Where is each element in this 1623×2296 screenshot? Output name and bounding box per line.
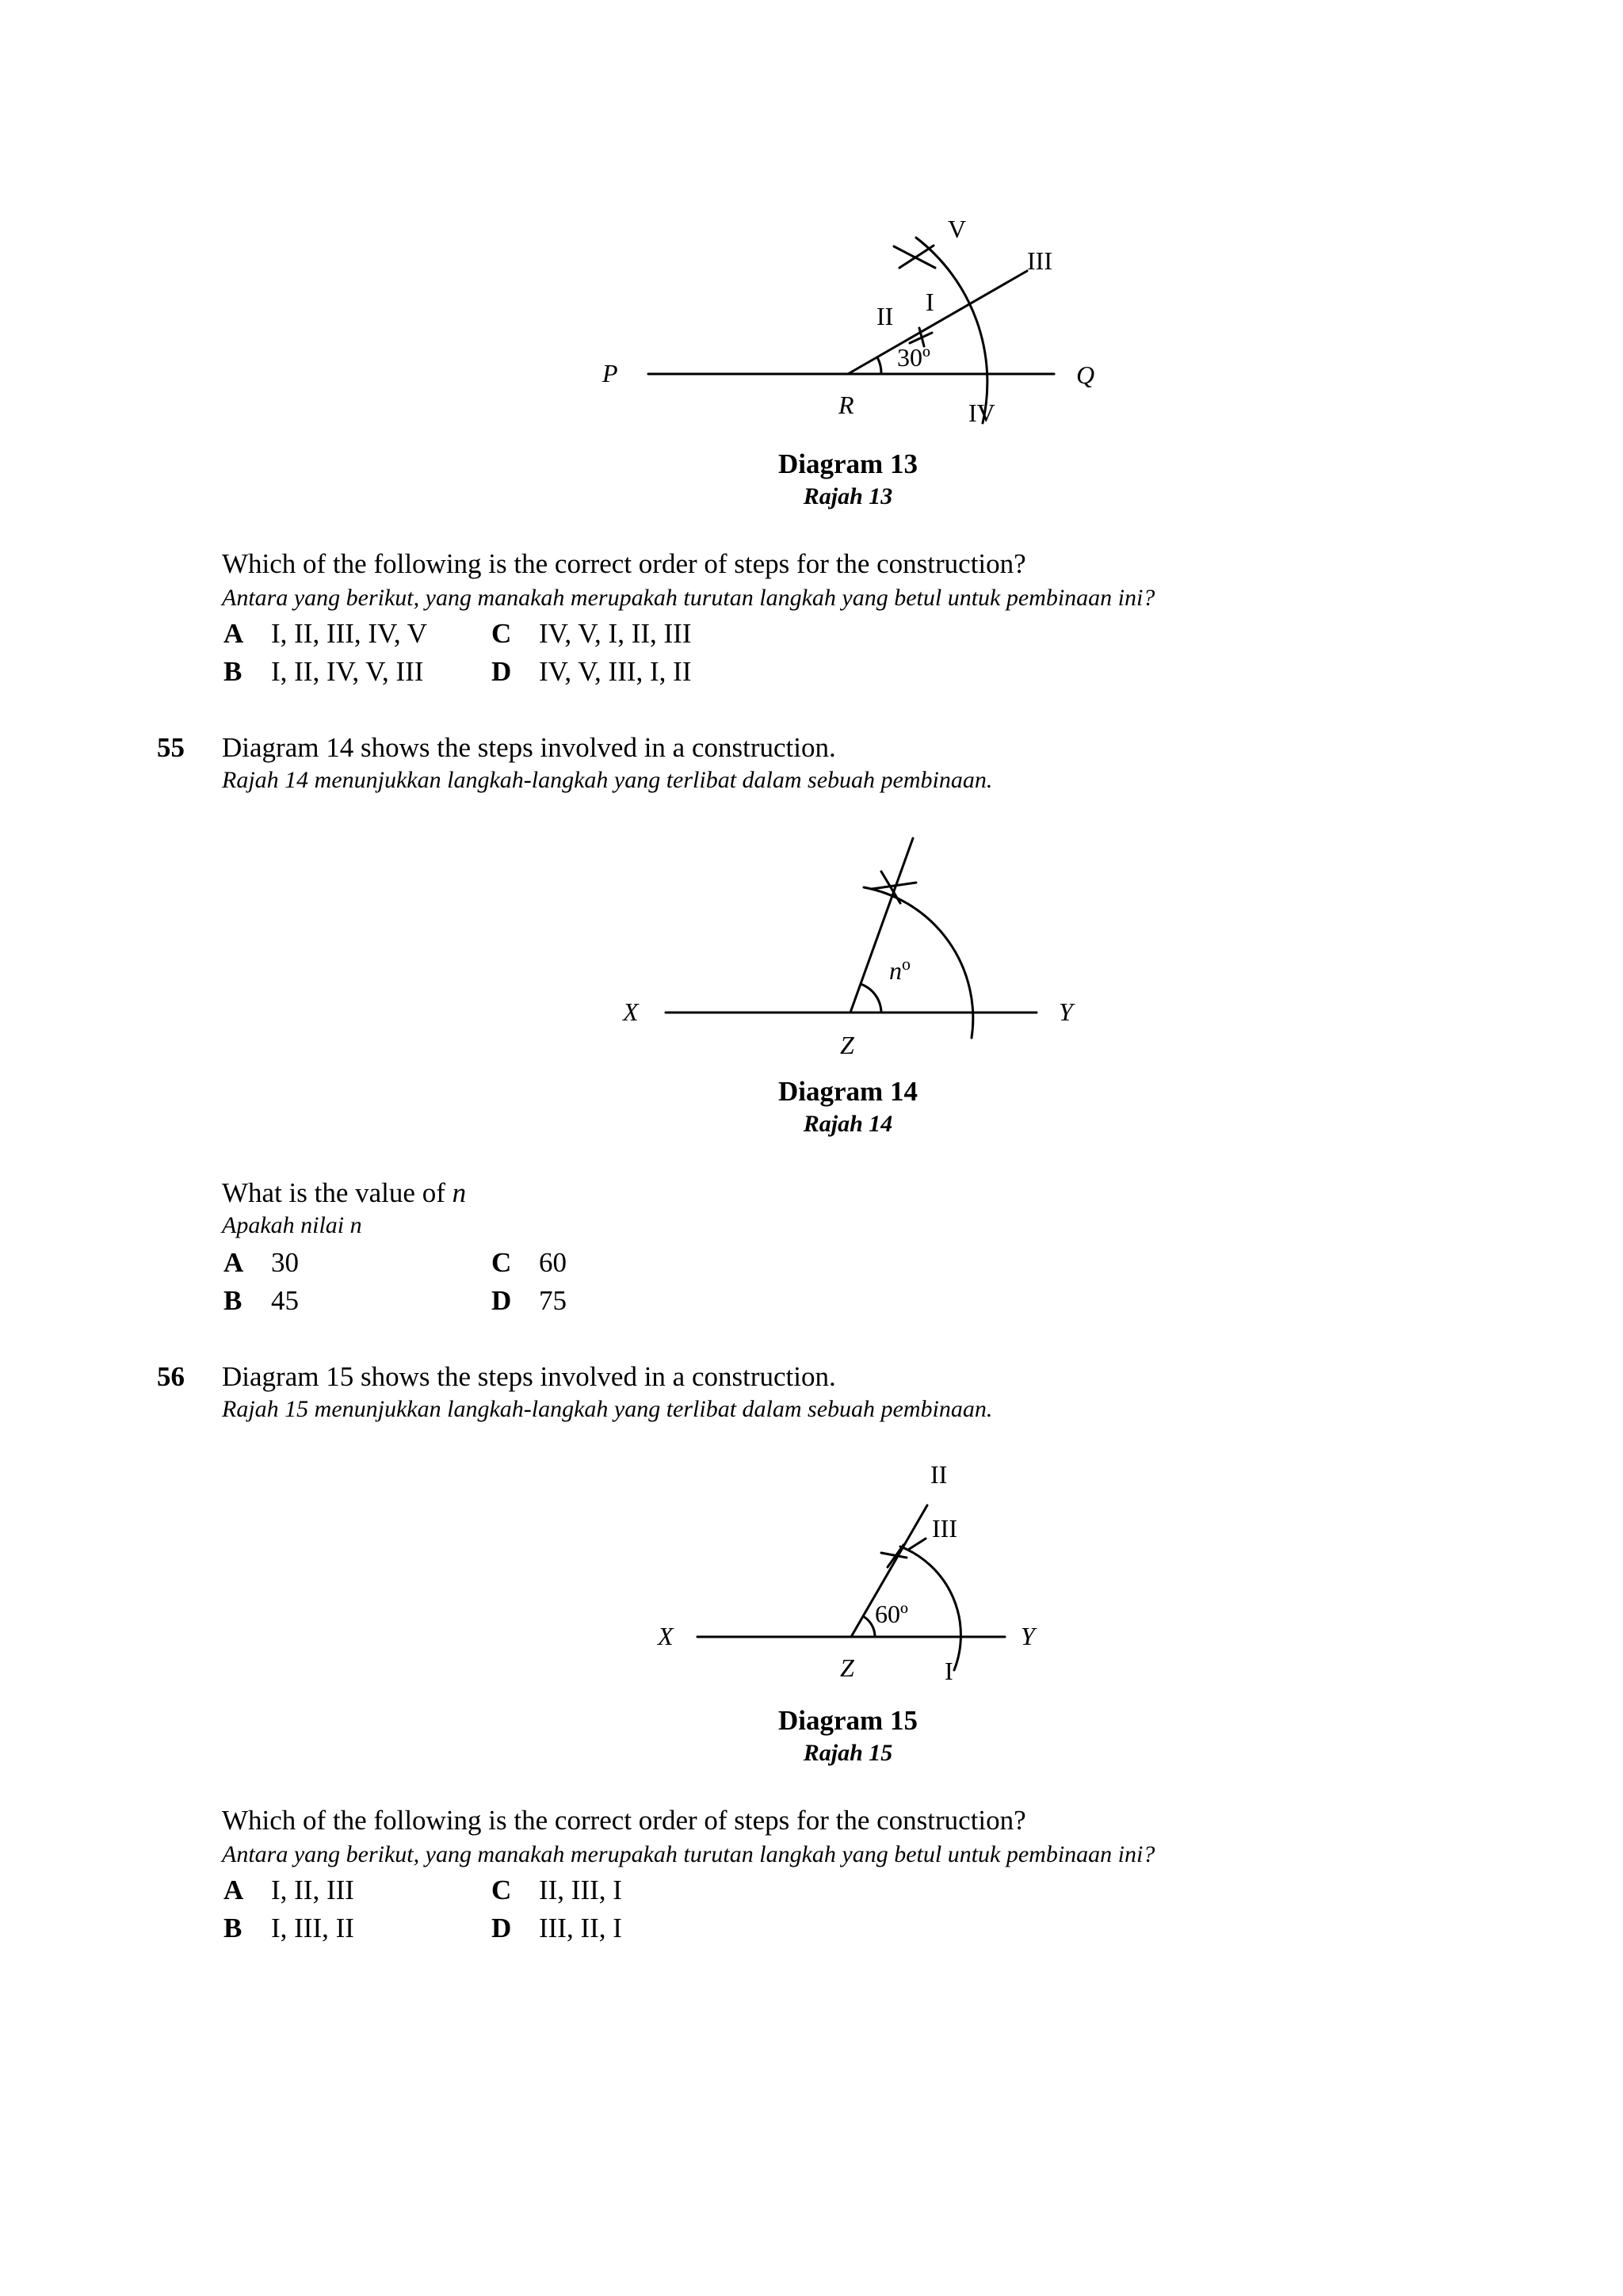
q55-question-var: n	[452, 1177, 467, 1208]
option-letter: C	[491, 1875, 512, 1905]
angle-arc-30	[877, 357, 881, 374]
q55-option-a[interactable]	[223, 1249, 299, 1276]
option-text: I, II, III, IV, V	[271, 618, 427, 649]
q56-question-ms: Antara yang berikut, yang manakah merupakah turutan langkah yang betul untuk pembinaan ini?	[222, 1841, 1155, 1867]
option-text: III, II, I	[539, 1913, 622, 1943]
q55-stem-ms: Rajah 14 menunjukkan langkah-langkah yang terlibat dalam sebuah pembinaan.	[222, 767, 993, 793]
option-letter: B	[223, 1913, 242, 1943]
ray-z	[850, 838, 913, 1013]
q55-question-ms: Apakah nilai n	[222, 1212, 362, 1238]
diagram-15	[0, 1426, 1623, 1695]
option-text: I, II, IV, V, III	[271, 656, 424, 687]
q54-option-d[interactable]	[491, 658, 691, 685]
q55-option-b[interactable]	[223, 1287, 299, 1314]
label-x: X	[658, 1622, 674, 1650]
option-text: I, III, II	[271, 1913, 354, 1943]
label-r: R	[838, 391, 854, 419]
diagram-14	[0, 792, 1623, 1109]
option-text: IV, V, III, I, II	[539, 656, 692, 687]
option-letter: D	[491, 1913, 512, 1943]
q54-option-a[interactable]	[223, 620, 427, 647]
q55-question	[222, 1179, 466, 1207]
angle-var: n	[889, 956, 902, 985]
q56-question: Which of the following is the correct order of steps for the construction?	[222, 1805, 1026, 1836]
diagram-13-caption-ms: Rajah 13	[803, 483, 893, 509]
option-text: 75	[539, 1285, 567, 1316]
label-ii: II	[876, 302, 894, 330]
q54-question: Which of the following is the correct order of steps for the construction?	[222, 548, 1026, 579]
q56-stem: Diagram 15 shows the steps involved in a construction.	[222, 1361, 836, 1392]
angle-arc-60	[863, 1616, 875, 1637]
q55-stem: Diagram 14 shows the steps involved in a construction.	[222, 732, 836, 763]
arc-iv-v	[916, 238, 987, 423]
diagram-13-caption: Diagram 13	[778, 448, 918, 479]
option-letter: A	[223, 1875, 244, 1905]
option-text: I, II, III	[271, 1875, 354, 1905]
option-letter: A	[223, 618, 244, 649]
q56-number: 56	[157, 1361, 185, 1392]
q55-option-d[interactable]	[491, 1287, 567, 1314]
label-v: V	[948, 215, 967, 243]
ray-r-iii	[848, 271, 1027, 374]
label-q: Q	[1076, 360, 1095, 389]
q54-question-ms: Antara yang berikut, yang manakah merupakah turutan langkah yang betul untuk pembinaan ini?	[222, 585, 1155, 611]
label-x: X	[623, 997, 639, 1026]
q55-option-c[interactable]	[491, 1249, 567, 1276]
degree-sign: o	[902, 954, 911, 974]
option-letter: B	[223, 1285, 242, 1316]
diagram-13	[0, 0, 1623, 475]
angle-arc-n	[861, 984, 881, 1013]
q56-stem-ms: Rajah 15 menunjukkan langkah-langkah yang terlibat dalam sebuah pembinaan.	[222, 1396, 993, 1422]
arc-main	[864, 887, 973, 1038]
option-text: II, III, I	[539, 1875, 622, 1905]
angle-label-60: 60º	[875, 1600, 908, 1628]
diagram-14-caption: Diagram 14	[778, 1076, 918, 1107]
angle-label-30: 30º	[897, 343, 930, 372]
label-iii: III	[1027, 246, 1052, 275]
label-z: Z	[840, 1031, 854, 1059]
pointer-iii	[908, 1539, 926, 1550]
label-z: Z	[840, 1653, 854, 1682]
option-text: 30	[271, 1247, 299, 1278]
q56-option-b[interactable]	[223, 1914, 354, 1942]
label-i: I	[945, 1657, 953, 1685]
q55-number: 55	[157, 732, 185, 763]
q54-option-b[interactable]	[223, 658, 423, 685]
label-iii: III	[932, 1514, 957, 1543]
label-i: I	[926, 288, 934, 316]
q54-option-c[interactable]	[491, 620, 691, 647]
q56-option-a[interactable]	[223, 1876, 354, 1904]
arc-i	[900, 1547, 960, 1670]
angle-label-n	[889, 954, 911, 985]
diagram-15-caption-ms: Rajah 15	[803, 1740, 893, 1766]
option-letter: D	[491, 656, 512, 687]
label-y: Y	[1059, 997, 1073, 1026]
label-y: Y	[1021, 1622, 1035, 1650]
label-ii: II	[930, 1460, 948, 1489]
option-letter: B	[223, 656, 242, 687]
q56-option-c[interactable]	[491, 1876, 622, 1904]
option-letter: C	[491, 1247, 512, 1278]
q55-question-text: What is the value of	[222, 1177, 445, 1208]
diagram-15-caption: Diagram 15	[778, 1705, 918, 1736]
label-iv: IV	[968, 399, 995, 427]
diagram-14-caption-ms: Rajah 14	[803, 1111, 893, 1137]
option-letter: A	[223, 1247, 244, 1278]
q56-option-d[interactable]	[491, 1914, 622, 1942]
label-p: P	[602, 359, 618, 387]
option-text: 60	[539, 1247, 567, 1278]
option-text: IV, V, I, II, III	[539, 618, 692, 649]
option-letter: C	[491, 618, 512, 649]
option-text: 45	[271, 1285, 299, 1316]
option-letter: D	[491, 1285, 512, 1316]
